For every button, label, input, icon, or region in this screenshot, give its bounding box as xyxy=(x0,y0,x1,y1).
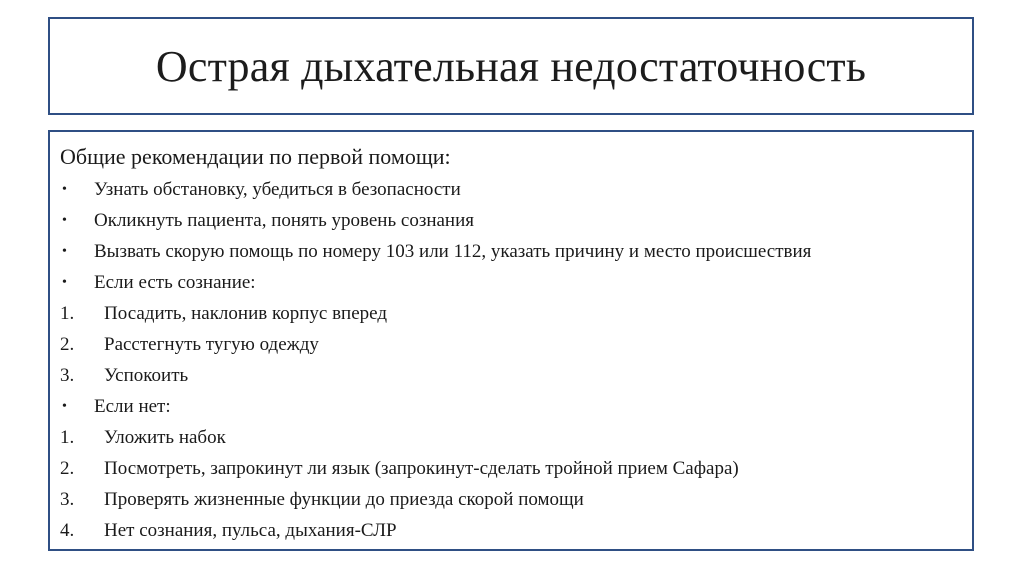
list-item xyxy=(60,174,972,205)
bullet-marker: • xyxy=(62,399,67,414)
numbered-item xyxy=(60,453,972,484)
bullet-marker: • xyxy=(62,275,67,290)
numbered-item-text: Нет сознания, пульса, дыхания-СЛР xyxy=(104,520,397,541)
list-item-text: Если есть сознание: xyxy=(94,272,256,293)
list-item xyxy=(60,205,972,236)
numbered-item-text: Проверять жизненные функции до приезда скорой помощи xyxy=(104,489,584,510)
list-item xyxy=(60,391,972,422)
title-box xyxy=(48,17,974,115)
numbered-item-text: Посадить, наклонив корпус вперед xyxy=(104,303,388,324)
list-item-text: Окликнуть пациента, понять уровень сознания xyxy=(94,210,475,231)
numbered-item xyxy=(60,515,972,546)
numbered-item-text: Уложить набок xyxy=(104,427,226,448)
numbered-item-text: Посмотреть, запрокинут ли язык (запрокинут-сделать тройной прием Сафара) xyxy=(104,458,739,479)
numbered-item xyxy=(60,360,972,391)
number-marker: 3. xyxy=(60,489,75,510)
numbered-item-text: Расстегнуть тугую одежду xyxy=(104,334,319,355)
list-item-text: Вызвать скорую помощь по номеру 103 или 112, указать причину и место происшествия xyxy=(94,241,812,262)
list-item xyxy=(60,267,972,298)
number-marker: 3. xyxy=(60,365,75,386)
numbered-item xyxy=(60,422,972,453)
number-marker: 4. xyxy=(60,520,75,541)
list-item-text: Если нет: xyxy=(94,396,171,417)
slide-title: Острая дыхательная недостаточность xyxy=(155,41,867,91)
numbered-item-text: Успокоить xyxy=(104,365,189,386)
list-item-text: Узнать обстановку, убедиться в безопасности xyxy=(94,179,461,200)
intro-text: Общие рекомендации по первой помощи: xyxy=(60,144,451,169)
numbered-item xyxy=(60,484,972,515)
numbered-item xyxy=(60,329,972,360)
number-marker: 2. xyxy=(60,458,75,479)
numbered-item xyxy=(60,298,972,329)
bullet-marker: • xyxy=(62,182,67,197)
bullet-marker: • xyxy=(62,244,67,259)
number-marker: 2. xyxy=(60,334,75,355)
number-marker: 1. xyxy=(60,427,75,448)
bullet-marker: • xyxy=(62,213,67,228)
number-marker: 1. xyxy=(60,303,75,324)
list-item xyxy=(60,236,972,267)
content-box xyxy=(48,130,974,551)
